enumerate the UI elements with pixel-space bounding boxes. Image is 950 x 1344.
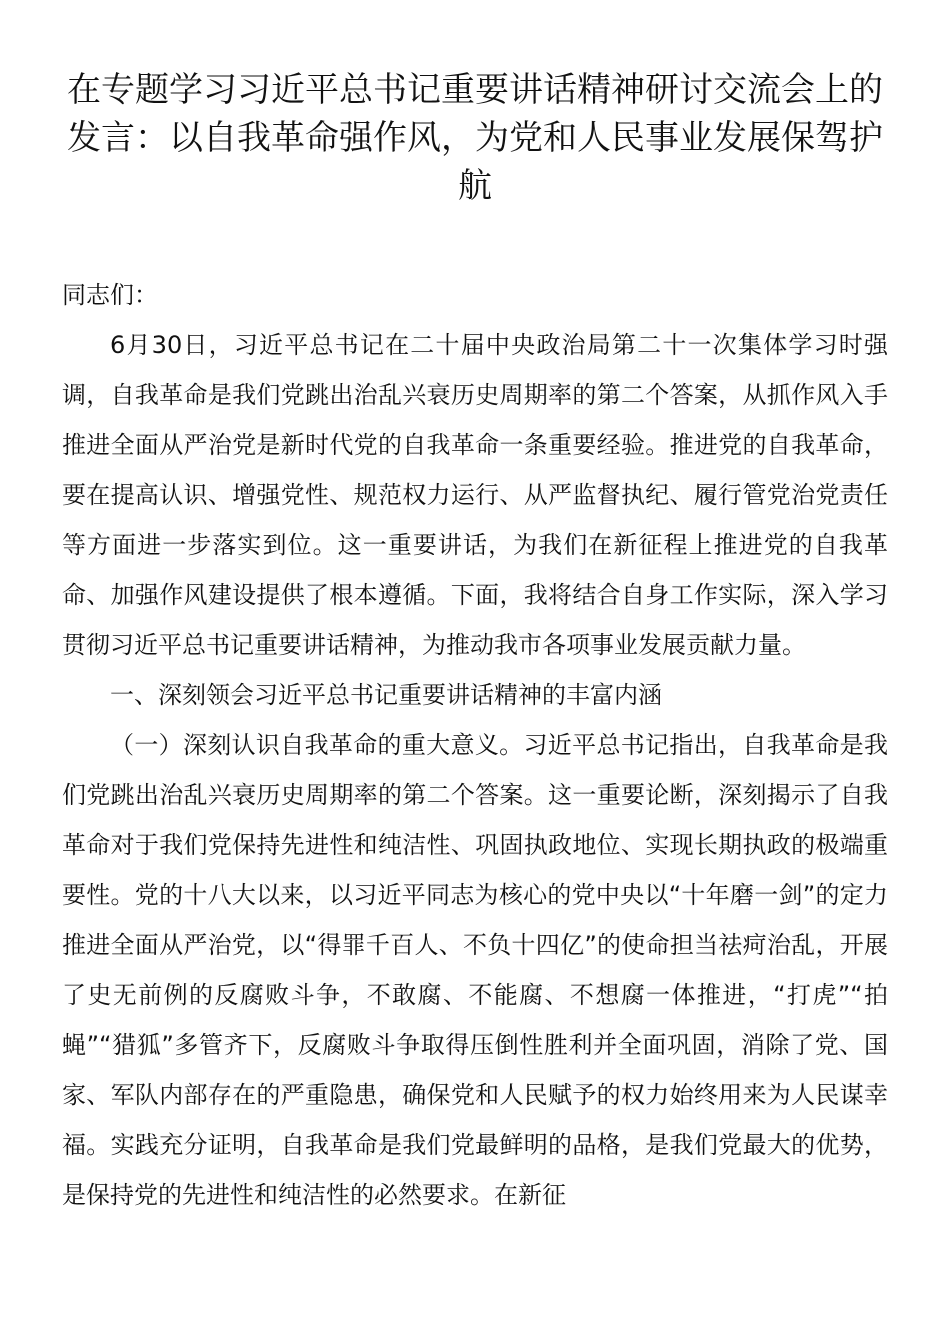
section-heading: 一、深刻领会习近平总书记重要讲话精神的丰富内涵 bbox=[110, 681, 662, 709]
paragraph-subsection-1: （一）深刻认识自我革命的重大意义。习近平总书记指出，自我革命是我们党跳出治乱兴衰历史周期率的第二个答案。这一重要论断，深刻揭示了自我革命对于我们党保持先进性和纯洁性、巩固执政地位、实现长期执政的极端重要性。党的十八大以来，以习近平同志为核心的党中央以“十年磨一剑”的定力推进全面从严治党，以“得罪千百人、不负十四亿”的使命担当祛疴治乱，开展了史无前例的反腐败斗争，不敢腐、不能腐、不想腐一体推进，“打虎”“拍蝇”“猎狐”多管齐下，反腐败斗争取得压倒性胜利并全面巩固，消除了党、国家、军队内部存在的严重隐患，确保党和人民赋予的权力始终用来为人民谋幸福。实践充分证明，自我革命是我们党最鲜明的品格，是我们党最大的优势，是保持党的先进性和纯洁性的必然要求。在新征 bbox=[62, 731, 888, 1209]
document-title: 在专题学习习近平总书记重要讲话精神研讨交流会上的发言：以自我革命强作风，为党和人民事业发展保驾护航 bbox=[67, 70, 883, 206]
salutation: 同志们： bbox=[62, 281, 158, 309]
document-body bbox=[62, 270, 888, 1220]
paragraph-intro: 6月30日，习近平总书记在二十届中央政治局第二十一次集体学习时强调，自我革命是我们党跳出治乱兴衰历史周期率的第二个答案，从抓作风入手推进全面从严治党是新时代党的自我革命一条重要经验。推进党的自我革命，要在提高认识、增强党性、规范权力运行、从严监督执纪、履行管党治党责任等方面进一步落实到位。这一重要讲话，为我们在新征程上推进党的自我革命、加强作风建设提供了根本遵循。下面，我将结合自身工作实际，深入学习贯彻习近平总书记重要讲话精神，为推动我市各项事业发展贡献力量。 bbox=[62, 331, 888, 659]
